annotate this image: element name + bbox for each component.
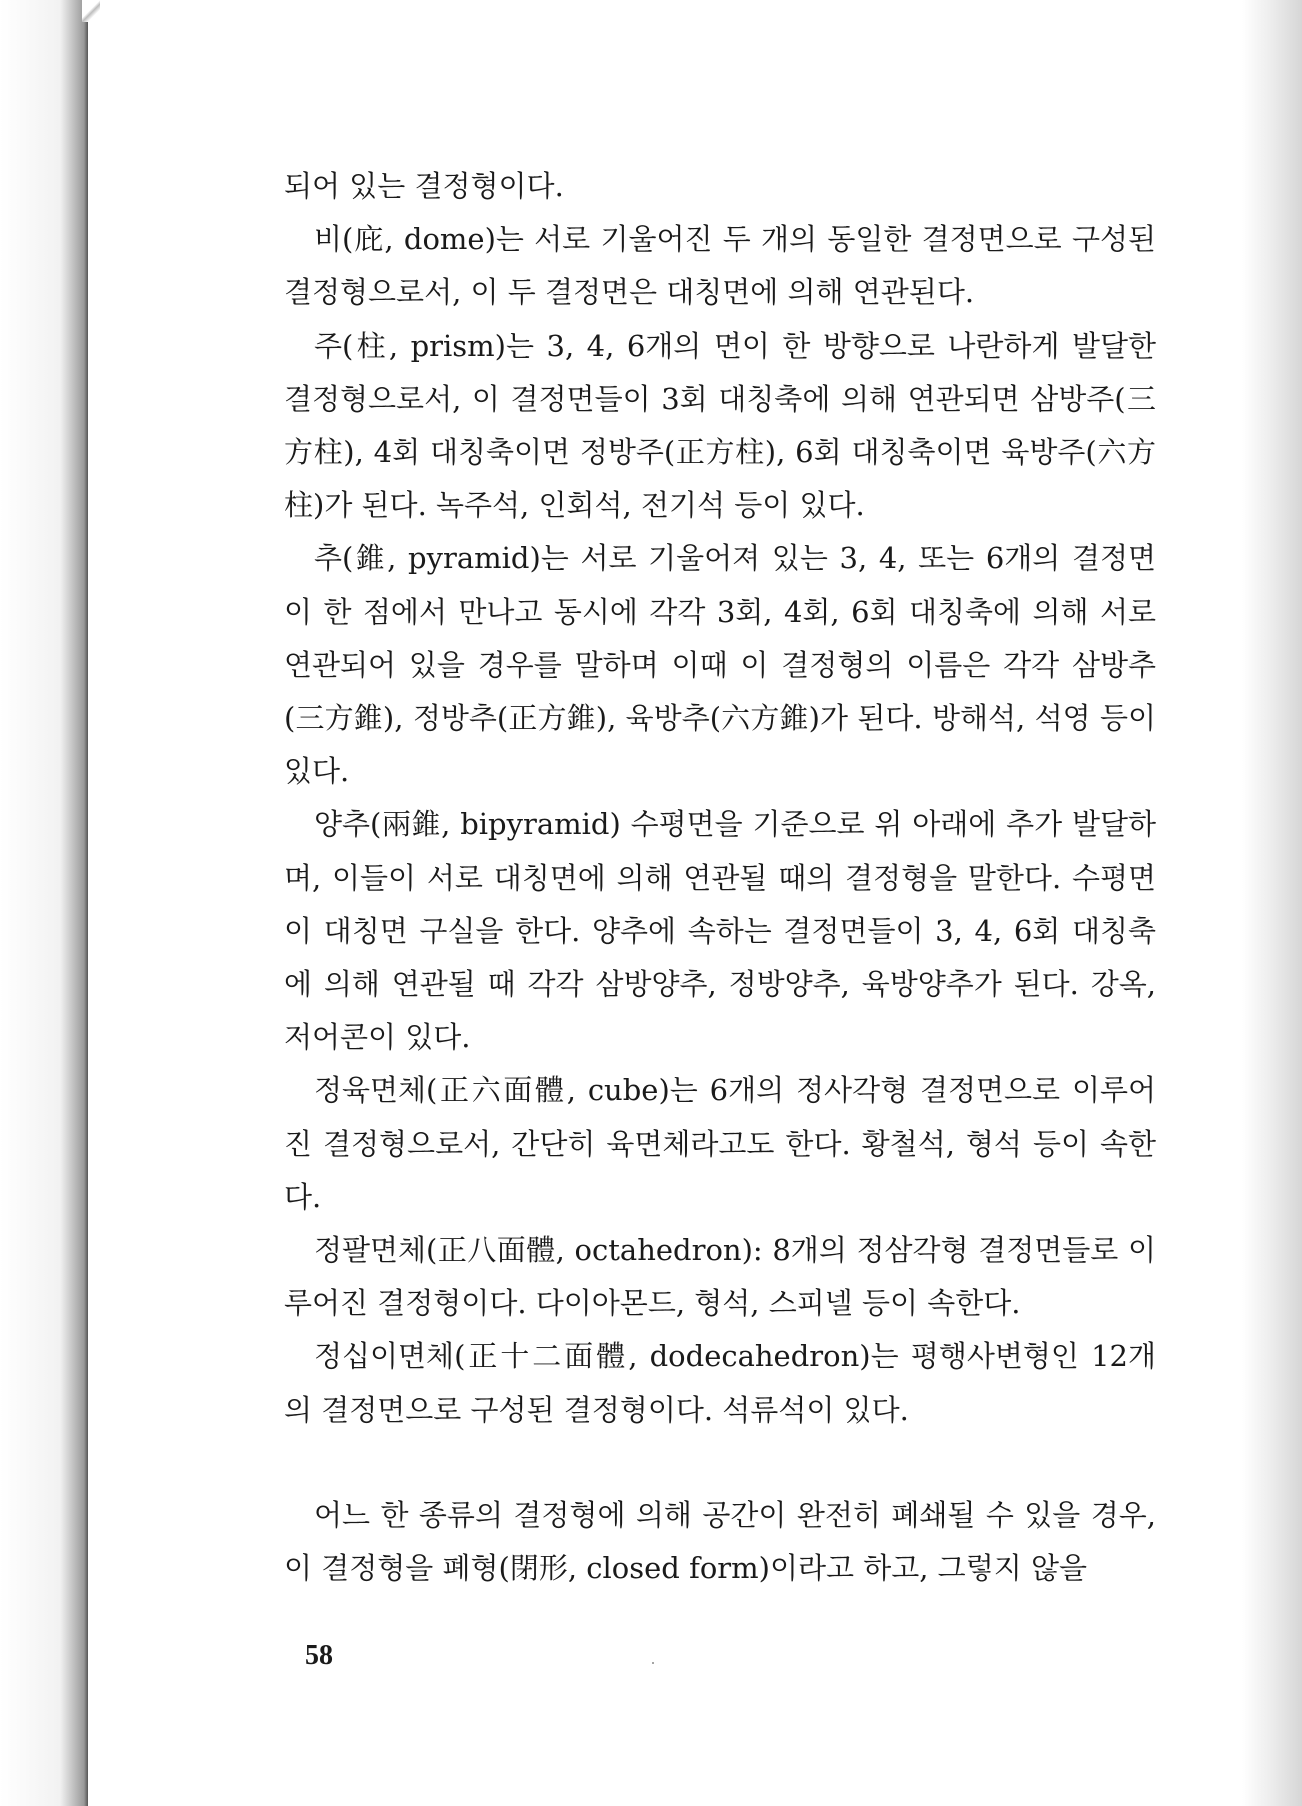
paragraph-closed-form: 어느 한 종류의 결정형에 의해 공간이 완전히 폐쇄될 수 있을 경우, 이 결정형을 폐형(閉形, closed form)이라고 하고, 그렇지 않을 — [284, 1497, 1156, 1586]
paragraph-octahedron: 정팔면체(正八面體, octahedron): 8개의 정삼각형 결정면들로 이루어진 결정형이다. 다이아몬드, 형석, 스피넬 등이 속한다. — [284, 1233, 1156, 1321]
paragraph-continuation: 되어 있는 결정형이다. — [284, 169, 564, 203]
page-number: 58 — [305, 1640, 333, 1671]
page-right-margin — [1242, 0, 1302, 1806]
scan-speck — [652, 1662, 654, 1664]
page-corner-fold — [82, 0, 100, 22]
paragraph-dodecahedron: 정십이면체(正十二面體, dodecahedron)는 평행사변형인 12개의 결정면으로 구성된 결정형이다. 석류석이 있다. — [284, 1339, 1156, 1427]
paragraph-bipyramid: 양추(兩錐, bipyramid) 수평면을 기준으로 위 아래에 추가 발달하며, 이들이 서로 대칭면에 의해 연관될 때의 결정형을 말한다. 수평면이 대칭면 구실을 한다. 양추에 속하는 결정면들이 3, 4, 6회 대칭축에 의해 연관될 때 각각 삼방양추, 정방양추, 육방양추가 된다. 강옥, 저어콘이 있다. — [284, 807, 1156, 1055]
paragraph-dome: 비(庇, dome)는 서로 기울어진 두 개의 동일한 결정면으로 구성된 결정형으로서, 이 두 결정면은 대칭면에 의해 연관된다. — [284, 222, 1156, 310]
page-left-margin — [0, 0, 88, 1806]
paragraph-pyramid: 추(錐, pyramid)는 서로 기울어져 있는 3, 4, 또는 6개의 결정면이 한 점에서 만나고 동시에 각각 3회, 4회, 6회 대칭축에 의해 서로 연관되어 있을 경우를 말하며 이때 이 결정형의 이름은 각각 삼방추(三方錐), 정방추(正方錐), 육방추(六方錐)가 된다. 방해석, 석영 등이 있다. — [284, 541, 1156, 789]
body-text — [284, 160, 1156, 1595]
paragraph-prism: 주(柱, prism)는 3, 4, 6개의 면이 한 방향으로 나란하게 발달한 결정형으로서, 이 결정면들이 3회 대칭축에 의해 연관되면 삼방주(三方柱), 4회 대칭축이면 정방주(正方柱), 6회 대칭축이면 육방주(六方柱)가 된다. 녹주석, 인회석, 전기석 등이 있다. — [284, 328, 1156, 523]
paragraph-cube: 정육면체(正六面體, cube)는 6개의 정사각형 결정면으로 이루어진 결정형으로서, 간단히 육면체라고도 한다. 황철석, 형석 등이 속한다. — [284, 1073, 1156, 1214]
